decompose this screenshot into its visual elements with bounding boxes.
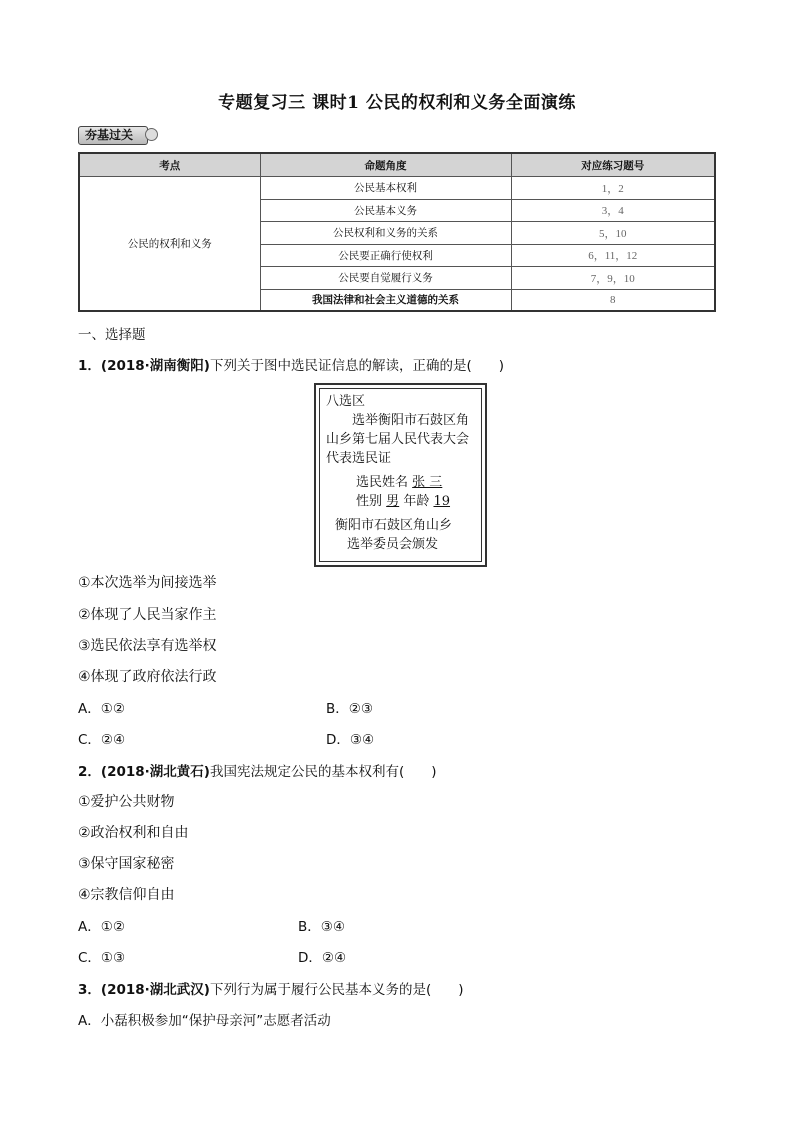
option-c: C．①③ [78, 950, 126, 966]
option-b: B．③④ [298, 919, 345, 935]
question-text: 下列行为属于履行公民基本义务的是( ) [209, 982, 464, 998]
card-issuer: 选举委员会颁发 [347, 537, 439, 552]
card-voter-info [356, 492, 450, 511]
card-line: 八选区 [326, 394, 366, 409]
card-issuer: 衡阳市石鼓区角山乡 [335, 518, 453, 533]
section-badge: 夯基过关 [78, 126, 148, 145]
topic-table [78, 152, 716, 312]
statement: ①爱护公共财物 [78, 794, 175, 810]
statement: ③选民依法享有选举权 [78, 638, 217, 654]
angle-cell: 我国法律和社会主义道德的关系 [260, 289, 511, 311]
card-line: 选举衡阳市石鼓区角 [352, 413, 470, 428]
table-header: 考点 [79, 153, 260, 177]
gender-label: 性别 [356, 494, 383, 509]
statement: ②体现了人民当家作主 [78, 607, 217, 623]
option-b: B．②③ [326, 701, 373, 717]
nums-cell: 6，11，12 [511, 244, 715, 267]
table-header: 命题角度 [260, 153, 511, 177]
angle-cell: 公民基本权利 [260, 177, 511, 200]
card-line: 代表选民证 [326, 451, 392, 466]
name-value: 张 三 [412, 475, 443, 490]
badge-decoration-icon [145, 128, 158, 141]
statement: ③保守国家秘密 [78, 856, 175, 872]
page-title: 专题复习三 课时1 公民的权利和义务全面演练 [218, 93, 576, 113]
angle-cell: 公民要自觉履行义务 [260, 267, 511, 290]
nums-cell: 7，9，10 [511, 267, 715, 290]
question-source: (2018·湖南衡阳) [100, 358, 210, 374]
table-header-row [79, 153, 715, 177]
question-2 [78, 760, 437, 780]
nums-cell: 8 [511, 289, 715, 311]
statement: ④体现了政府依法行政 [78, 669, 217, 685]
angle-cell: 公民要正确行使权利 [260, 244, 511, 267]
age-label: 年龄 [403, 494, 430, 509]
option-d: D．②④ [298, 950, 347, 966]
question-number: 3． [78, 982, 101, 998]
option-c: C．②④ [78, 732, 126, 748]
age-value: 19 [433, 494, 451, 509]
statement: ④宗教信仰自由 [78, 887, 175, 903]
statement: ①本次选举为间接选举 [78, 575, 217, 591]
question-number: 1． [78, 358, 101, 374]
name-label: 选民姓名 [356, 475, 409, 490]
nums-cell: 5，10 [511, 222, 715, 245]
option-a: A．①② [78, 919, 125, 935]
nums-cell: 1，2 [511, 177, 715, 200]
question-text: 下列关于图中选民证信息的解读，正确的是( ) [209, 358, 504, 374]
voter-card-inner [319, 388, 482, 562]
angle-cell: 公民权利和义务的关系 [260, 222, 511, 245]
gender-value: 男 [386, 494, 400, 509]
question-3 [78, 978, 464, 998]
question-source: (2018·湖北武汉) [100, 982, 210, 998]
option-d: D．③④ [326, 732, 375, 748]
statement: ②政治权利和自由 [78, 825, 189, 841]
question-text: 我国宪法规定公民的基本权利有( ) [209, 764, 437, 780]
topic-cell: 公民的权利和义务 [79, 177, 260, 312]
question-source: (2018·湖北黄石) [100, 764, 210, 780]
option-a: A．小磊积极参加“保护母亲河”志愿者活动 [78, 1013, 331, 1029]
card-line: 山乡第七届人民代表大会 [326, 432, 470, 447]
question-number: 2． [78, 764, 101, 780]
option-a: A．①② [78, 701, 125, 717]
card-voter-name [356, 473, 442, 492]
angle-cell: 公民基本义务 [260, 199, 511, 222]
question-1 [78, 354, 504, 374]
voter-card [314, 383, 487, 567]
section-heading: 一、选择题 [78, 327, 146, 343]
table-row [79, 177, 715, 200]
nums-cell: 3，4 [511, 199, 715, 222]
table-header: 对应练习题号 [511, 153, 715, 177]
